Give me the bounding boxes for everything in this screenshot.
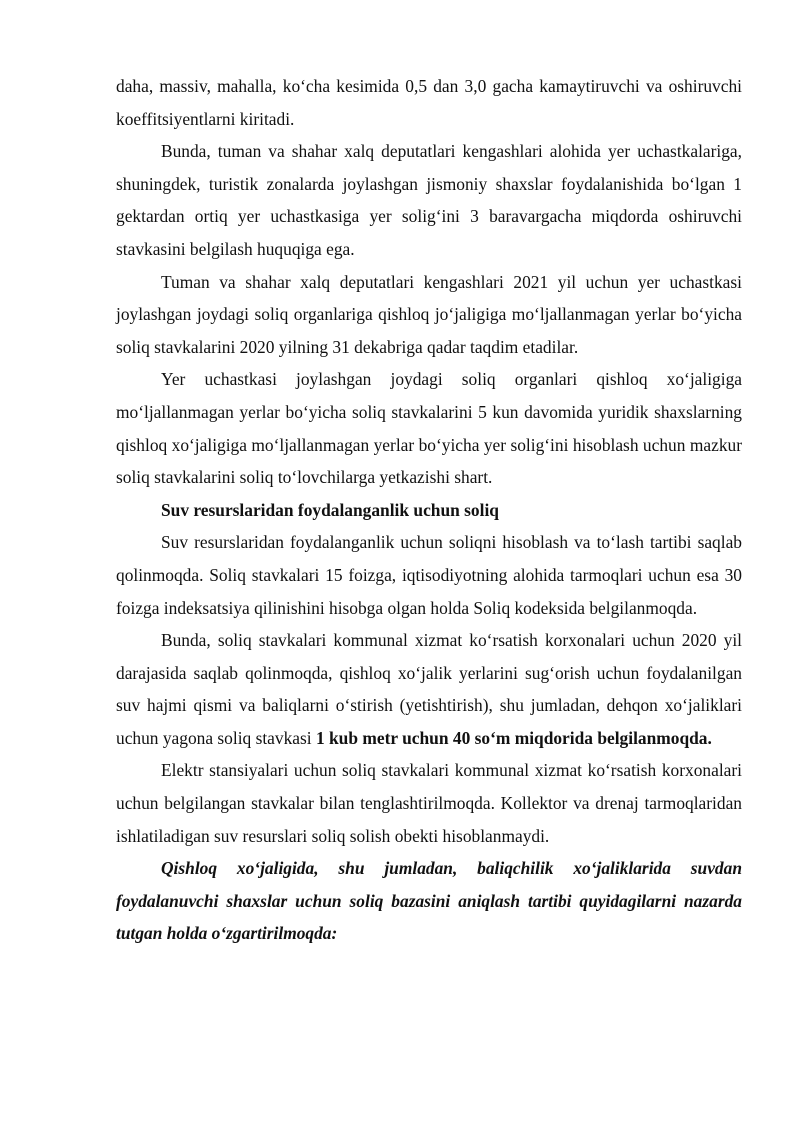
document-page xyxy=(116,70,742,950)
paragraph-7: Elektr stansiyalari uchun soliq stavkalari kommunal xizmat koʻrsatish korxonalari uchun belgilangan stavkalar bilan tenglashtirilmoqda. Kollektor va drenaj tarmoqlaridan ishlatiladigan suv resurslari soliq solish obekti hisoblanmaydi. xyxy=(116,760,742,846)
section-heading: Suv resurslaridan foydalanganlik uchun soliq xyxy=(161,499,499,520)
paragraph-4: Yer uchastkasi joylashgan joydagi soliq organlari qishloq xoʻjaligiga moʻljallanmagan yerlar boʻyicha soliq stavkalarini 5 kun davomida yuridik shaxslarning qishloq xoʻjaligiga moʻljallanmagan yerlar boʻyicha yer soligʻini hisoblash uchun mazkur soliq stavkalarini soliq toʻlovchilarga yetkazishi shart. xyxy=(116,369,742,488)
paragraph-5: Suv resurslaridan foydalanganlik uchun soliqni hisoblash va toʻlash tartibi saqlab qolinmoqda. Soliq stavkalari 15 foizga, iqtisodiyotning alohida tarmoqlari uchun esa 30 foizga indeksatsiya qilinishini hisobga olgan holda Soliq kodeksida belgilanmoqda. xyxy=(116,532,742,618)
paragraph-8: Qishloq xoʻjaligida, shu jumladan, baliqchilik xoʻjaliklarida suvdan foydalanuvchi shaxslar uchun soliq bazasini aniqlash tartibi quyidagilarni nazarda tutgan holda oʻzgartirilmoqda: xyxy=(116,858,742,944)
paragraph-6-bold: 1 kub metr uchun 40 soʻm miqdorida belgilanmoqda. xyxy=(315,727,712,748)
paragraph-1: daha, massiv, mahalla, koʻcha kesimida 0,5 dan 3,0 gacha kamaytiruvchi va oshiruvchi koeffitsiyentlarni kiritadi. xyxy=(116,76,742,129)
paragraph-6-text: Bunda, soliq stavkalari kommunal xizmat koʻrsatish korxonalari uchun 2020 yil darajasida saqlab qolinmoqda, qishloq xoʻjalik yerlarini sugʻorish uchun foydalanilgan suv hajmi qismi va baliqlarni oʻstirish (yetishtirish), shu jumladan, dehqon xoʻjaliklari uchun yagona soliq stavkasi xyxy=(116,630,742,748)
paragraph-3: Tuman va shahar xalq deputatlari kengashlari 2021 yil uchun yer uchastkasi joylashgan joydagi soliq organlariga qishloq joʻjaligiga moʻljallanmagan yerlar boʻyicha soliq stavkalarini 2020 yilning 31 dekabriga qadar taqdim etadilar. xyxy=(116,271,742,357)
paragraph-2: Bunda, tuman va shahar xalq deputatlari kengashlari alohida yer uchastkalariga, shuningdek, turistik zonalarda joylashgan jismoniy shaxslar foydalanishida boʻlgan 1 gektardan ortiq yer uchastkasiga yer soligʻini 3 baravargacha miqdorda oshiruvchi stavkasini belgilash huquqiga ega. xyxy=(116,141,742,259)
paragraph-6 xyxy=(116,624,742,754)
